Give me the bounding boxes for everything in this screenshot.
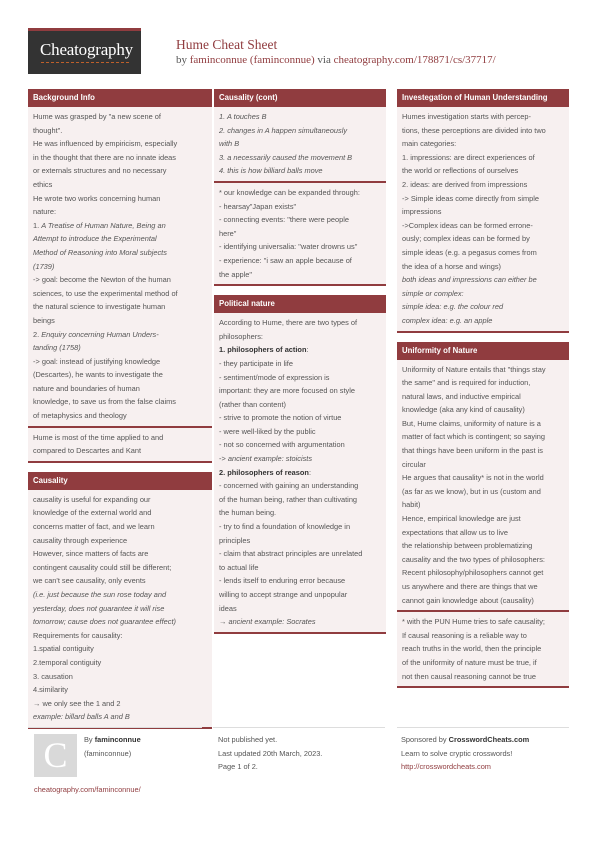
section-block: [397, 360, 569, 613]
text-line: (Descartes), he wants to investigate the: [33, 370, 163, 380]
text-line: ously; complex ideas can be formed by: [402, 234, 530, 244]
cheatography-logo[interactable]: [28, 28, 141, 74]
text-line: 2.temporal contiguity: [33, 657, 102, 667]
text-line: of the human being, rather than cultivating: [219, 494, 358, 504]
section-title: Background Info: [28, 89, 212, 107]
section-investigation: [397, 89, 569, 333]
author-profile-link[interactable]: cheatography.com/faminconnue/: [34, 785, 141, 794]
text-line: Method of Reasoning into Moral subjects: [33, 247, 167, 257]
text-line: principles: [219, 535, 251, 545]
text-line: important: they are more focused on style: [219, 386, 355, 396]
text-line: that things have been uniform in the past is: [402, 446, 543, 456]
text-line: -> goal: become the Newton of the human: [33, 275, 171, 285]
text-line: Uniformity of Nature entails that "things stay: [402, 364, 546, 374]
text-line: 4. this is how billiard balls move: [219, 166, 323, 176]
example-text: ancient example: stoicists: [227, 454, 313, 464]
section-causality-cont: [214, 89, 386, 286]
text-line: However, since matters of facts are: [33, 549, 149, 559]
text-line: 1. impressions: are direct experiences of: [402, 152, 535, 162]
text-line: tomorrow; cause does not guarantee effect): [33, 617, 176, 627]
text-line: 2. philosophers of reason:: [219, 467, 311, 477]
sponsor-tagline: Learn to solve cryptic crosswords!: [401, 748, 513, 758]
text-line: in the thought that there are no innate ideas: [33, 152, 176, 162]
text-line: here": [219, 228, 237, 238]
text-line: -> ancient example: stoicists: [219, 454, 313, 464]
text-line: - concerned with gaining an understanding: [219, 481, 359, 491]
text-line: → ancient example: Socrates: [219, 617, 316, 627]
text-line: According to Hume, there are two types of: [219, 318, 358, 328]
text-line: [33, 328, 207, 342]
text-line: Requirements for causality:: [33, 630, 123, 640]
footer-divider: [28, 727, 202, 728]
section-title: Political nature: [214, 295, 386, 313]
via-text: via: [314, 54, 334, 66]
sponsor-name: CrosswordCheats.com: [448, 735, 530, 744]
text-line: -> Simple ideas come directly from simple: [402, 193, 539, 203]
text-line: 4.similarity: [33, 685, 68, 695]
author-name: faminconnue: [94, 735, 141, 744]
text-line: - claim that abstract principles are unrelated: [219, 549, 363, 559]
text-line: 3. a necessarily caused the movement B: [219, 152, 353, 162]
author-info: [84, 733, 141, 760]
last-updated: Last updated 20th March, 2023.: [218, 748, 323, 758]
text-line: the relationship between problematizing: [402, 541, 533, 551]
text-line: simple idea: e.g. the colour red: [402, 302, 504, 312]
text-line: 2. changes in A happen simultaneously: [219, 125, 348, 135]
text-line: ethics: [33, 179, 53, 189]
text-line: Hume is most of the time applied to and: [33, 432, 164, 442]
text-line: tanding (1758): [33, 343, 81, 353]
section-title: Investegation of Human Understanding: [397, 89, 569, 107]
text-line: knowledge (aka any kind of causality): [402, 405, 525, 415]
byline: [176, 54, 496, 66]
text-line: Hence, empirical knowledge are just: [402, 514, 521, 524]
text-line: 1.spatial contiguity: [33, 644, 94, 654]
section-uniformity-of-nature: [397, 342, 569, 689]
publish-info: [218, 733, 322, 774]
author-handle: (faminconnue): [84, 748, 132, 758]
section-block: [28, 107, 212, 428]
page-title: Hume Cheat Sheet: [176, 37, 278, 52]
text-line: impressions: [402, 207, 442, 217]
text-line: (1739): [33, 261, 55, 271]
text-line: natural laws, and inductive empirical: [402, 391, 521, 401]
column-3: [397, 89, 569, 697]
text-line: philosophers:: [219, 331, 263, 341]
logo-text: Cheatography: [40, 40, 133, 59]
subheading: 2. philosophers of reason: [219, 467, 309, 477]
logo-underline: [41, 62, 129, 63]
text-line: tions, these perceptions are divided into two: [402, 125, 546, 135]
text-line: - connecting events: "there were people: [219, 215, 349, 225]
published-status: Not published yet.: [218, 735, 278, 744]
section-background-info: [28, 89, 212, 463]
text-line: both ideas and impressions can either be: [402, 275, 537, 285]
text-line: 2. ideas: are derived from impressions: [402, 179, 528, 189]
text-line: compared to Descartes and Kant: [33, 446, 142, 456]
text-line: - experience: "i saw an apple because of: [219, 255, 352, 265]
text-line: nature and boundaries of human: [33, 383, 140, 393]
subheading: 1. philosophers of action: [219, 345, 307, 355]
text-line: causality through experience: [33, 535, 128, 545]
text-line: Hume was grasped by "a new scene of: [33, 112, 161, 121]
text-line: of the uniformity of nature must be true, if: [402, 657, 537, 667]
text-line: - sentiment/mode of expression is: [219, 372, 330, 382]
text-line: sciences, to use the experimental method of: [33, 288, 178, 298]
text-line: (as far as we know), but in us (custom and: [402, 486, 541, 496]
text-line: - not so concerned with argumentation: [219, 440, 345, 450]
text-line: He argues that causality* is not in the world: [402, 473, 544, 483]
text-line: ->Complex ideas can be formed errone-: [402, 220, 533, 230]
column-1: [28, 89, 212, 738]
author-profile: [34, 783, 141, 797]
text-line: - try to find a foundation of knowledge in: [219, 522, 351, 532]
text-line: 1. A touches B: [219, 112, 267, 121]
text-line: main categories:: [402, 139, 457, 149]
footer-divider: [213, 727, 385, 728]
text-line: us anywhere and there are things that we: [402, 582, 538, 591]
text-line: - identifying universalia: "water drowns us": [219, 242, 358, 252]
text-line: the apple": [219, 269, 253, 279]
text-line: of metaphysics and theology: [33, 411, 127, 421]
text-line: concerns matter of fact, and we learn: [33, 522, 155, 532]
text-line: nature:: [33, 207, 57, 217]
book-title: Enquiry concerning Human Unders-: [41, 329, 159, 339]
text-line: [33, 219, 207, 233]
text-line: we can't see causality, only events: [33, 576, 146, 586]
text-line: But, Hume claims, uniformity of nature is a: [402, 418, 541, 428]
text-line: (rather than content): [219, 399, 286, 409]
author-line: By faminconnue: [84, 735, 141, 744]
list-number: 2.: [33, 329, 42, 339]
text-line: the natural science to investigate human: [33, 302, 166, 312]
text-line: reach truths in the world, then the principle: [402, 644, 542, 654]
author-link[interactable]: faminconnue (faminconnue): [189, 54, 315, 66]
text-line: knowledge of the external world and: [33, 508, 152, 518]
section-title: Uniformity of Nature: [397, 342, 569, 360]
text-line: matter of fact which is contingent; so saying: [402, 432, 545, 442]
text-line: - hearsay"Japan exists": [219, 201, 297, 211]
section-block: [28, 428, 212, 463]
text-line: to actual life: [219, 562, 259, 572]
text-line: (i.e. just because the sun rose today and: [33, 590, 167, 599]
by-prefix: by: [176, 54, 190, 66]
text-line: → we only see the 1 and 2: [33, 698, 121, 708]
sheet-url-link[interactable]: cheatography.com/178871/cs/37717/: [333, 54, 496, 66]
text-line: or externals structures and no necessary: [33, 166, 167, 176]
section-block: [397, 612, 569, 688]
example-text: ancient example: Socrates: [228, 617, 316, 627]
sponsor-line: Sponsored by CrosswordCheats.com: [401, 735, 530, 744]
section-block: [214, 107, 386, 183]
text-line: willing to accept strange and unpopular: [219, 590, 348, 599]
book-title: A Treatise of Human Nature, Being an: [41, 220, 166, 230]
text-line: * with the PUN Hume tries to safe causality;: [402, 617, 545, 627]
text-line: causality is useful for expanding our: [33, 494, 151, 504]
text-line: Humes investigation starts with percep-: [402, 112, 531, 121]
section-title: Causality (cont): [214, 89, 386, 107]
text-line: contingent causality could still be different;: [33, 562, 172, 572]
text-line: causality and the two types of philosophers:: [402, 554, 545, 564]
text-line: - they participate in life: [219, 358, 293, 368]
sponsor-link[interactable]: http://crosswordcheats.com: [401, 762, 491, 771]
text-line: complex idea: e.g. an apple: [402, 315, 493, 325]
text-line: If causal reasoning is a reliable way to: [402, 630, 527, 640]
text-line: example: billard balls A and B: [33, 712, 130, 722]
text-line: He was influenced by empiricism, especially: [33, 139, 178, 149]
text-line: knowledge, to save us from the false claims: [33, 397, 176, 407]
text-line: circular: [402, 459, 426, 469]
column-2: [214, 89, 386, 643]
section-block: [214, 183, 386, 286]
text-line: the human being.: [219, 508, 277, 518]
list-number: 1.: [33, 220, 42, 230]
footer-divider: [397, 727, 569, 728]
text-line: simple or complex:: [402, 288, 464, 298]
text-line: * our knowledge can be expanded through:: [219, 187, 360, 197]
page-indicator: Page 1 of 2.: [218, 762, 258, 771]
text-line: expectations that allow us to live: [402, 527, 508, 537]
text-line: habit): [402, 500, 421, 510]
text-line: cannot gain knowledge about (causality): [402, 595, 534, 605]
text-line: with B: [219, 139, 240, 149]
text-line: yesterday, does not guarantee it will rise: [33, 603, 165, 613]
text-line: 3. causation: [33, 671, 73, 681]
section-causality: [28, 472, 212, 729]
text-line: 1. philosophers of action:: [219, 345, 309, 355]
text-line: the world or reflections of ourselves: [402, 166, 519, 176]
author-avatar: C: [34, 734, 77, 777]
text-line: - were well-liked by the public: [219, 426, 316, 436]
text-line: Attempt to introduce the Experimental: [33, 234, 157, 244]
text-line: the same" and is required for induction,: [402, 378, 531, 388]
text-line: Recent philosophy/philosophers cannot get: [402, 568, 544, 578]
text-line: not then causal reasoning cannot be true: [402, 671, 536, 681]
text-line: simple ideas (e.g. a pegasus comes from: [402, 247, 537, 257]
text-line: thought".: [33, 125, 63, 135]
section-block: [214, 313, 386, 634]
sponsor-info: [401, 733, 529, 774]
text-line: beings: [33, 315, 55, 325]
section-block: [397, 107, 569, 333]
section-block: [28, 490, 212, 729]
text-line: - lends itself to enduring error because: [219, 576, 346, 586]
text-line: He wrote two works concerning human: [33, 193, 161, 203]
section-title: Causality: [28, 472, 212, 490]
text-line: ideas: [219, 603, 237, 613]
text-line: the idea of a horse and wings): [402, 261, 502, 271]
text-line: - strive to promote the notion of virtue: [219, 413, 342, 423]
text-line: -> goal: instead of justifying knowledge: [33, 356, 161, 366]
section-political-nature: [214, 295, 386, 634]
